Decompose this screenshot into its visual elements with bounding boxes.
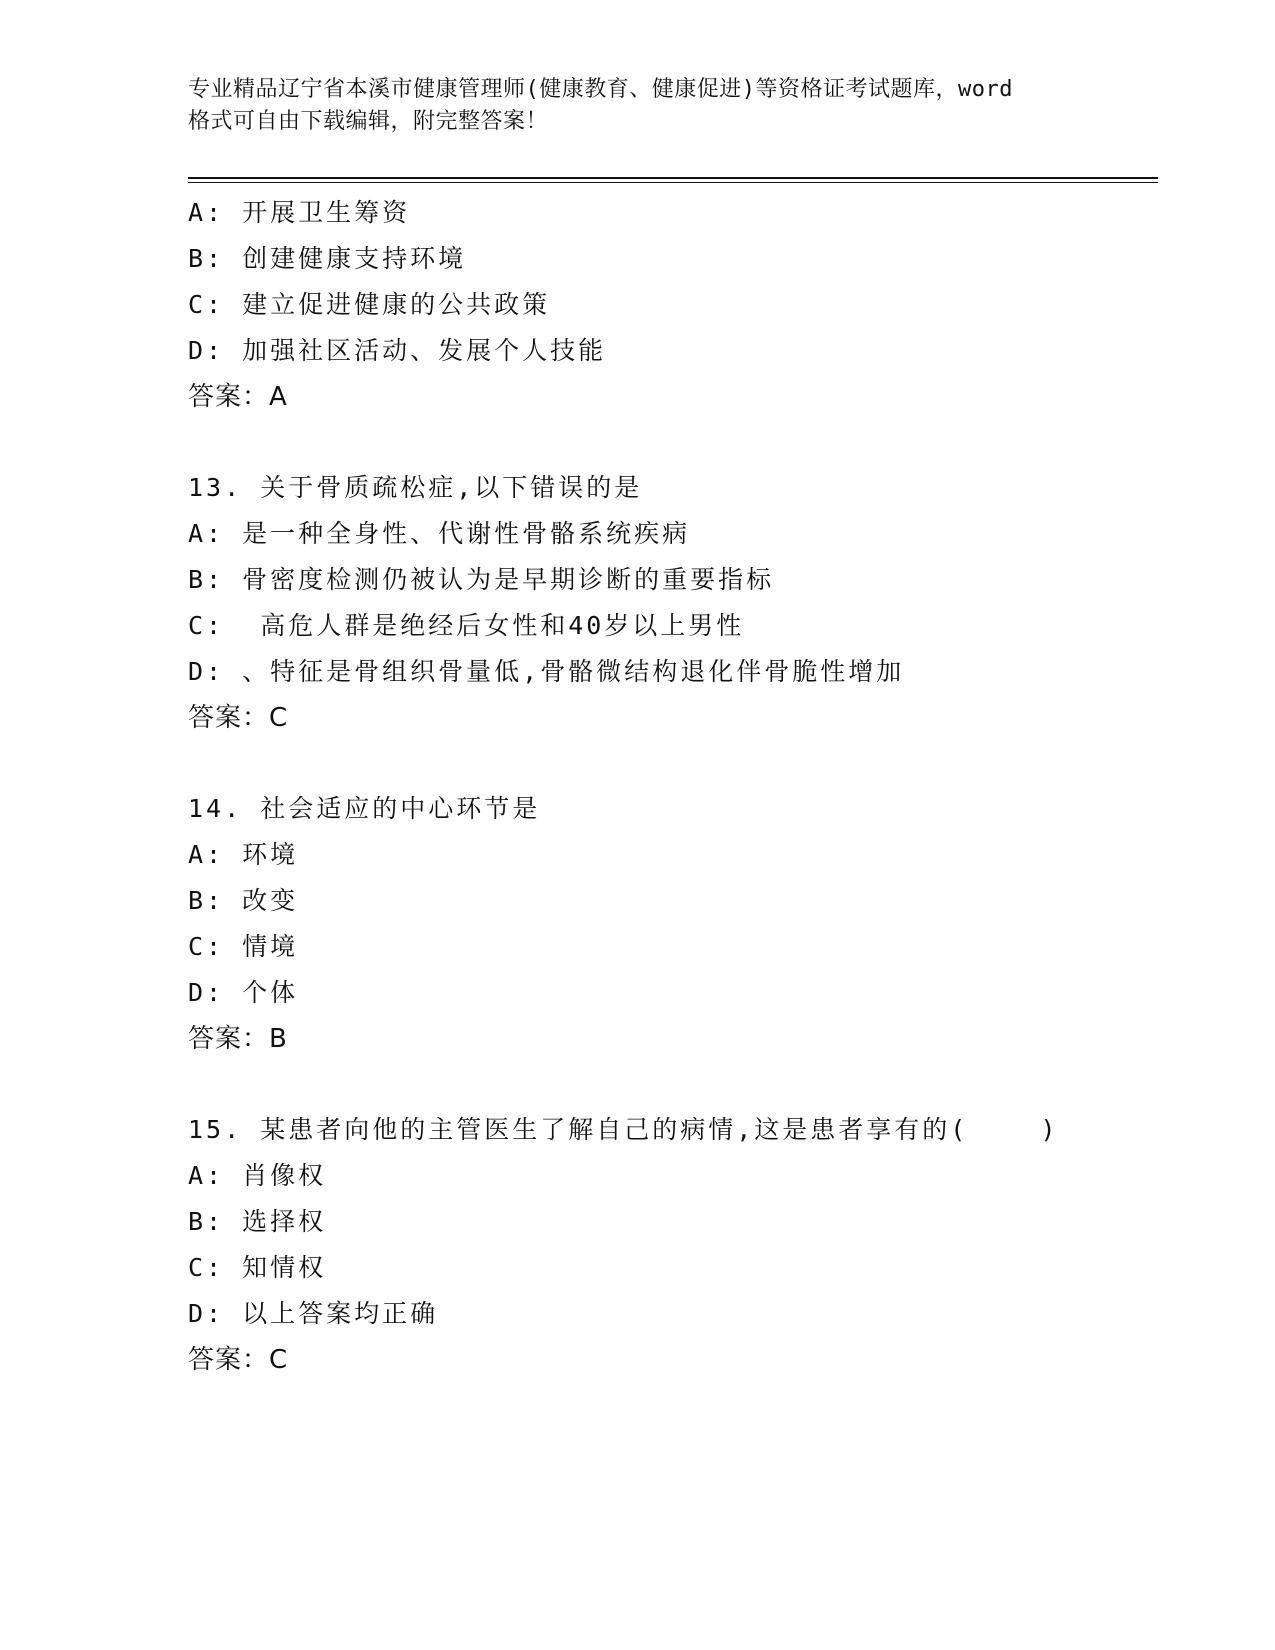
answer-line: 答案：B xyxy=(188,1024,288,1054)
header-line-1: 专业精品辽宁省本溪市健康管理师(健康教育、健康促进)等资格证考试题库，word xyxy=(188,77,1013,102)
option-b: B: 创建健康支持环境 xyxy=(188,244,467,273)
option-d: D: 、特征是骨组织骨量低,骨骼微结构退化伴骨脆性增加 xyxy=(188,657,905,686)
option-c: C: 知情权 xyxy=(188,1253,327,1282)
answer-line: 答案：A xyxy=(188,382,288,412)
option-b: B: 选择权 xyxy=(188,1207,327,1236)
header-divider-thin xyxy=(188,182,1158,183)
option-a: A: 是一种全身性、代谢性骨骼系统疾病 xyxy=(188,519,691,548)
question-15 xyxy=(188,1107,1158,1383)
option-d: D: 加强社区活动、发展个人技能 xyxy=(188,336,607,365)
question-12-continued xyxy=(188,190,1158,420)
question-14 xyxy=(188,786,1158,1062)
question-stem: 15. 某患者向他的主管医生了解自己的病情,这是患者享有的( ) xyxy=(188,1115,1059,1144)
option-c: C: 高危人群是绝经后女性和40岁以上男性 xyxy=(188,611,745,640)
option-a: A: 肖像权 xyxy=(188,1161,327,1190)
option-d: D: 以上答案均正确 xyxy=(188,1299,439,1328)
option-c: C: 建立促进健康的公共政策 xyxy=(188,290,551,319)
question-13 xyxy=(188,465,1158,741)
header-divider-thick xyxy=(188,177,1158,179)
document-header xyxy=(188,74,1098,138)
question-list xyxy=(188,190,1158,1383)
option-b: B: 骨密度检测仍被认为是早期诊断的重要指标 xyxy=(188,565,775,594)
header-line-2: 格式可自由下载编辑，附完整答案！ xyxy=(188,109,549,134)
question-stem: 13. 关于骨质疏松症,以下错误的是 xyxy=(188,473,643,502)
answer-line: 答案：C xyxy=(188,703,289,733)
option-c: C: 情境 xyxy=(188,932,299,961)
option-b: B: 改变 xyxy=(188,886,299,915)
option-a: A: 环境 xyxy=(188,840,299,869)
option-a: A: 开展卫生筹资 xyxy=(188,198,411,227)
question-stem: 14. 社会适应的中心环节是 xyxy=(188,794,541,823)
answer-line: 答案：C xyxy=(188,1345,289,1375)
option-d: D: 个体 xyxy=(188,978,299,1007)
